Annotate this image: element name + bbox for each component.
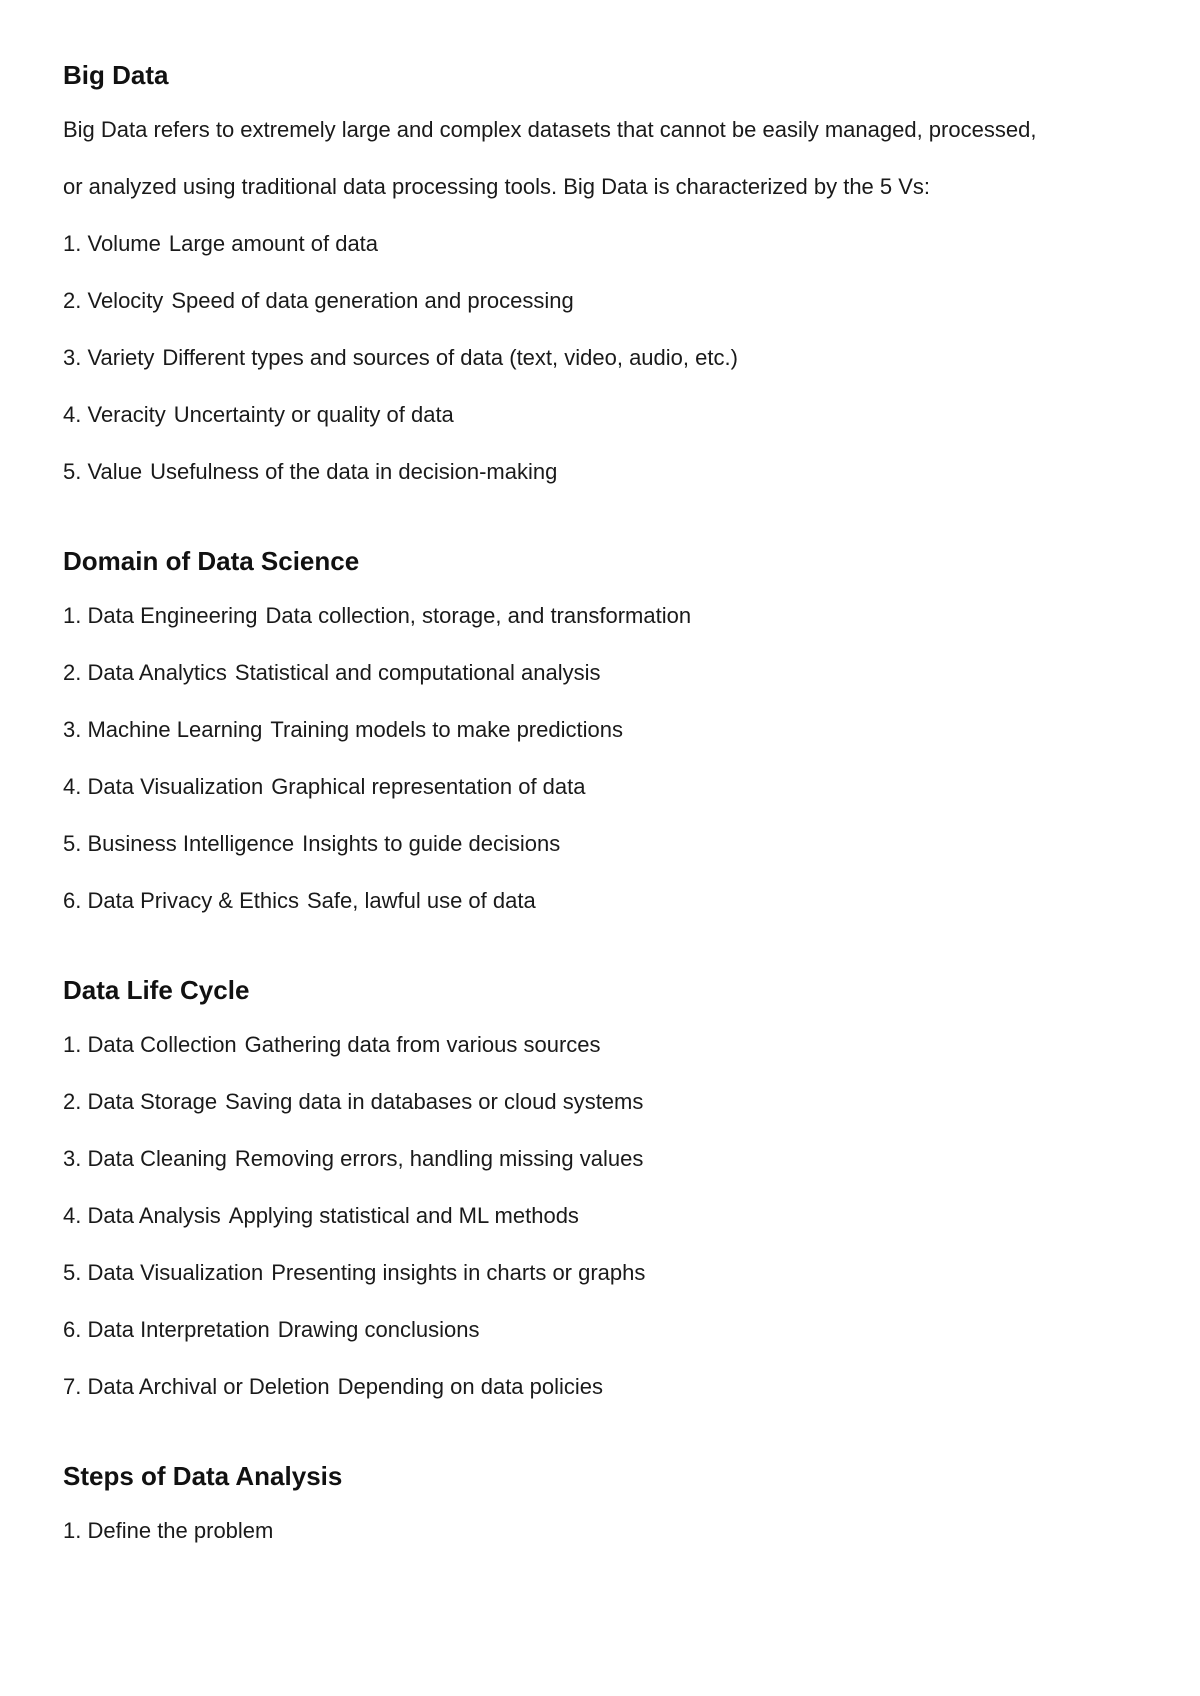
item-number: 2. xyxy=(63,288,82,313)
item-number: 2. xyxy=(63,1089,82,1114)
item-term: Data Archival or Deletion xyxy=(87,1374,330,1399)
item-number: 6. xyxy=(63,888,82,913)
item-term: Veracity xyxy=(87,402,166,427)
list-item xyxy=(63,1319,1143,1341)
item-number: 1. xyxy=(63,1032,82,1057)
list-item xyxy=(63,1205,1143,1227)
item-number: 4. xyxy=(63,402,82,427)
item-term: Machine Learning xyxy=(87,717,263,742)
list-item xyxy=(63,1520,1143,1542)
life-cycle-list xyxy=(63,1034,1143,1398)
list-item xyxy=(63,833,1143,855)
item-term: Data Storage xyxy=(87,1089,218,1114)
item-number: 5. xyxy=(63,459,82,484)
list-item xyxy=(63,233,1143,255)
item-term: Data Interpretation xyxy=(87,1317,270,1342)
item-number: 3. xyxy=(63,717,82,742)
item-number: 5. xyxy=(63,1260,82,1285)
item-number: 2. xyxy=(63,660,82,685)
steps-list xyxy=(63,1520,1143,1542)
item-description: Presenting insights in charts or graphs xyxy=(271,1260,646,1285)
item-number: 1. xyxy=(63,603,82,628)
list-item xyxy=(63,461,1143,483)
item-description: Removing errors, handling missing values xyxy=(234,1146,644,1171)
item-term: Data Analytics xyxy=(87,660,227,685)
five-vs-list xyxy=(63,233,1143,483)
section-domain-of-data-science xyxy=(63,548,1143,912)
section-heading: Steps of Data Analysis xyxy=(63,1461,343,1491)
item-number: 7. xyxy=(63,1374,82,1399)
item-description: Different types and sources of data (text, video, audio, etc.) xyxy=(162,345,738,370)
paragraph-line: Big Data refers to extremely large and complex datasets that cannot be easily managed, processed, xyxy=(63,117,1037,142)
item-term: Business Intelligence xyxy=(87,831,295,856)
list-item xyxy=(63,404,1143,426)
item-description: Data collection, storage, and transformation xyxy=(265,603,692,628)
item-term: Data Analysis xyxy=(87,1203,221,1228)
list-item xyxy=(63,719,1143,741)
document-page xyxy=(63,62,1143,1542)
item-number: 1. xyxy=(63,231,82,256)
item-term: Data Engineering xyxy=(87,603,258,628)
section-heading: Big Data xyxy=(63,60,169,90)
item-term: Data Visualization xyxy=(87,774,264,799)
item-description: Gathering data from various sources xyxy=(244,1032,601,1057)
item-description: Drawing conclusions xyxy=(277,1317,480,1342)
list-item xyxy=(63,1376,1143,1398)
item-term: Data Visualization xyxy=(87,1260,264,1285)
item-number: 1. xyxy=(63,1518,82,1543)
item-number: 4. xyxy=(63,774,82,799)
item-description: Insights to guide decisions xyxy=(302,831,561,856)
list-item xyxy=(63,1091,1143,1113)
item-description: Safe, lawful use of data xyxy=(307,888,536,913)
section-big-data xyxy=(63,62,1143,483)
item-term: Variety xyxy=(87,345,155,370)
item-description: Applying statistical and ML methods xyxy=(228,1203,579,1228)
list-item xyxy=(63,776,1143,798)
item-description: Statistical and computational analysis xyxy=(234,660,601,685)
item-description: Uncertainty or quality of data xyxy=(173,402,454,427)
item-number: 3. xyxy=(63,1146,82,1171)
list-item xyxy=(63,347,1143,369)
item-number: 6. xyxy=(63,1317,82,1342)
item-description: Graphical representation of data xyxy=(271,774,586,799)
list-item xyxy=(63,662,1143,684)
item-number: 5. xyxy=(63,831,82,856)
item-number: 3. xyxy=(63,345,82,370)
item-term: Volume xyxy=(87,231,161,256)
item-term: Velocity xyxy=(87,288,164,313)
item-term: Data Collection xyxy=(87,1032,237,1057)
item-description: Usefulness of the data in decision-making xyxy=(150,459,558,484)
section-heading: Domain of Data Science xyxy=(63,546,360,576)
item-description: Large amount of data xyxy=(168,231,379,256)
domain-list xyxy=(63,605,1143,912)
list-item xyxy=(63,1262,1143,1284)
section-steps-of-data-analysis xyxy=(63,1463,1143,1542)
item-term: Data Cleaning xyxy=(87,1146,227,1171)
item-description: Training models to make predictions xyxy=(270,717,623,742)
paragraph-line: or analyzed using traditional data processing tools. Big Data is characterized by the 5 Vs: xyxy=(63,174,931,199)
item-number: 4. xyxy=(63,1203,82,1228)
item-term: Value xyxy=(87,459,143,484)
list-item xyxy=(63,1034,1143,1056)
item-description: Saving data in databases or cloud systems xyxy=(225,1089,644,1114)
list-item xyxy=(63,1148,1143,1170)
section-heading: Data Life Cycle xyxy=(63,975,250,1005)
item-description: Speed of data generation and processing xyxy=(171,288,574,313)
section-data-life-cycle xyxy=(63,977,1143,1398)
list-item xyxy=(63,605,1143,627)
item-term: Data Privacy & Ethics xyxy=(87,888,299,913)
list-item xyxy=(63,890,1143,912)
item-term: Define the problem xyxy=(87,1518,274,1543)
item-description: Depending on data policies xyxy=(337,1374,604,1399)
list-item xyxy=(63,290,1143,312)
